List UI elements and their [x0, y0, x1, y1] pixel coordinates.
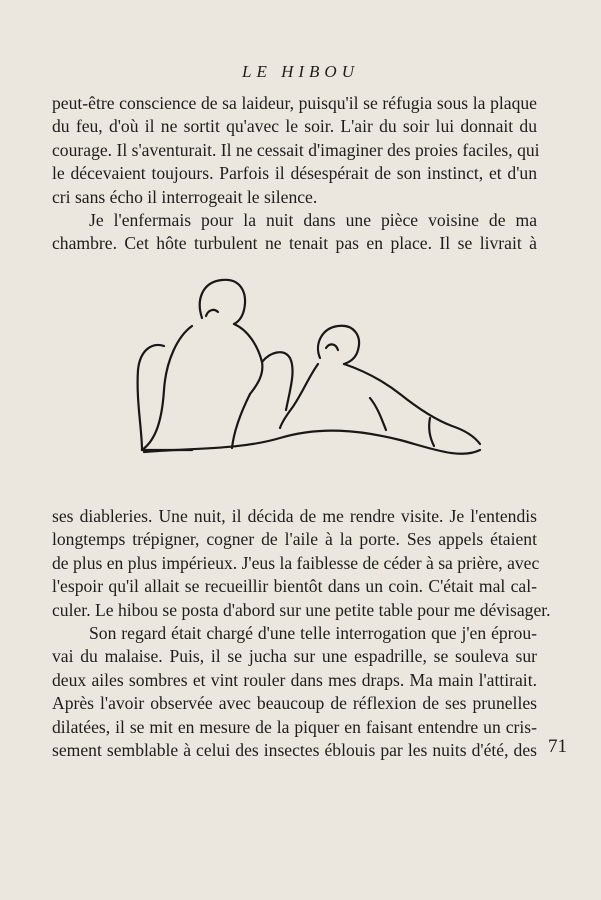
running-head: LE HIBOU: [242, 62, 359, 81]
line-drawing-illustration: [130, 270, 490, 480]
text-line: Après l'avoir observée avec beaucoup de réflexion de ses prunelles: [52, 693, 537, 714]
text-line: sement semblable à celui des insectes éblouis par les nuits d'été, des: [52, 740, 537, 761]
paragraph-2: [52, 209, 537, 256]
text-line: le décevaient toujours. Parfois il désespérait de son instinct, et d'un: [52, 163, 537, 184]
text-line: vai du malaise. Puis, il se jucha sur une espadrille, se souleva sur: [52, 646, 537, 667]
text-line: Je l'enfermais pour la nuit dans une pièce voisine de ma: [89, 210, 537, 230]
text-line: courage. Il s'aventurait. Il ne cessait d'imaginer des proies faciles, qui: [52, 139, 540, 160]
text-line: dilatées, il se mit en mesure de la piquer en faisant entendre un cris-: [52, 716, 537, 737]
text-line: Son regard était chargé d'une telle interrogation que j'en éprou-: [89, 623, 537, 643]
text-line: peut-être conscience de sa laideur, puisqu'il se réfugia sous la plaque: [52, 93, 537, 113]
text-line: ses diableries. Une nuit, il décida de me rendre visite. Je l'entendis: [52, 506, 537, 526]
text-line: l'espoir qu'il allait se recueillir bientôt dans un coin. C'était mal cal-: [52, 576, 537, 597]
text-line: de plus en plus impérieux. J'eus la faiblesse de céder à sa prière, avec: [52, 552, 540, 573]
text-line: chambre. Cet hôte turbulent ne tenait pas en place. Il se livrait à: [52, 233, 537, 254]
paragraph-3: [52, 505, 551, 622]
paragraph-4: [52, 622, 537, 762]
text-line: cri sans écho il interrogeait le silence.: [52, 186, 318, 207]
paragraph-1: [52, 92, 540, 209]
text-line: deux ailes sombres et vint rouler dans mes draps. Ma main l'attirait.: [52, 669, 537, 690]
page-number: 71: [548, 736, 567, 757]
text-line: culer. Le hibou se posta d'abord sur une petite table pour me dévisager.: [52, 599, 551, 620]
text-line: longtemps trépigner, cogner de l'aile à la porte. Ses appels étaient: [52, 529, 537, 550]
text-line: du feu, d'où il ne sortit qu'avec le soir. L'air du soir lui donnait du: [52, 116, 537, 137]
